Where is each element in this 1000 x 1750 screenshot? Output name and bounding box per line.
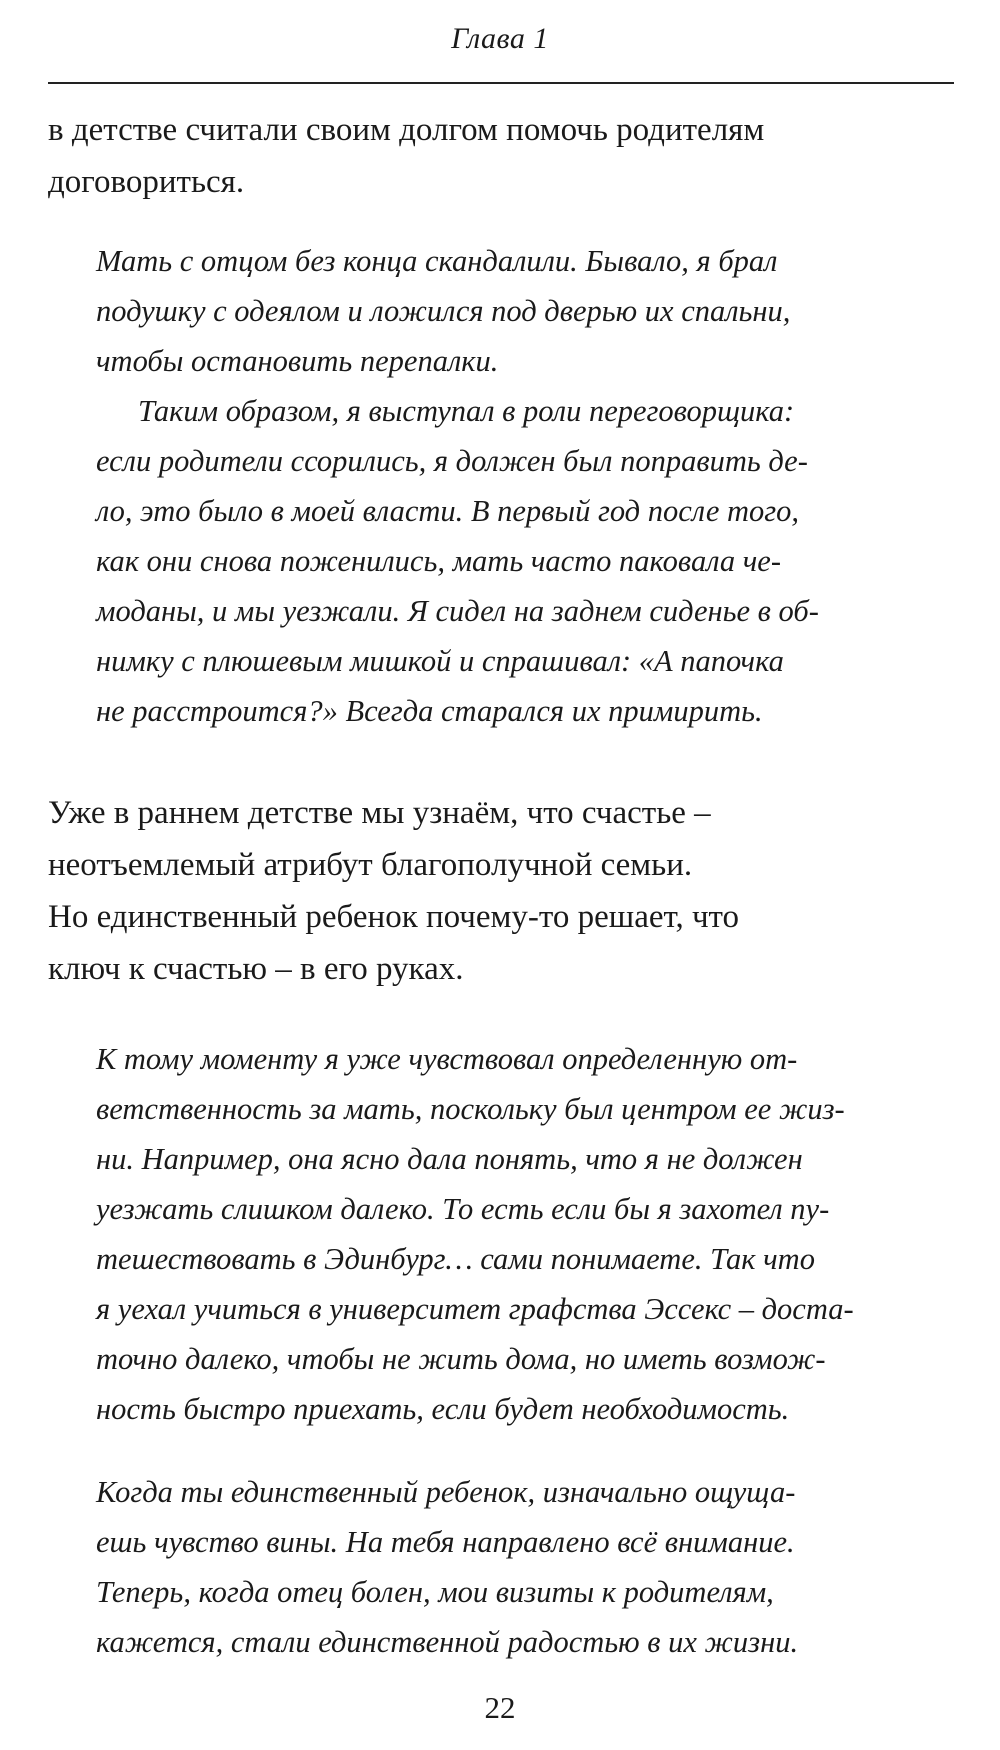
quote-line: ешь чувство вины. На тебя направлено всё внимание. xyxy=(96,1525,795,1559)
quote-line: я уехал учиться в университет графства Эссекс – доста- xyxy=(96,1292,854,1326)
quote-line: Мать с отцом без конца скандалили. Бывало, я брал xyxy=(96,244,778,278)
quote-line: чтобы остановить перепалки. xyxy=(96,344,499,378)
quote-line: Теперь, когда отец болен, мои визиты к родителям, xyxy=(96,1575,774,1609)
body-paragraph-2 xyxy=(48,787,954,995)
quote-block-2 xyxy=(96,1034,956,1434)
quote-block-1 xyxy=(96,236,956,736)
quote-line: ность быстро приехать, если будет необходимость. xyxy=(96,1392,790,1426)
page-number: 22 xyxy=(484,1690,516,1725)
quote-line: ни. Например, она ясно дала понять, что я не должен xyxy=(96,1142,803,1176)
text-line: Но единственный ребенок почему-то решает, что xyxy=(48,899,740,935)
quote-line: ло, это было в моей власти. В первый год после того, xyxy=(96,494,800,528)
quote-line: Когда ты единственный ребенок, изначально ощуща- xyxy=(96,1475,796,1509)
quote-line: точно далеко, чтобы не жить дома, но иметь возмож- xyxy=(96,1342,826,1376)
text-line: неотъемлемый атрибут благополучной семьи. xyxy=(48,847,693,883)
text-line: ключ к счастью – в его руках. xyxy=(48,951,464,987)
quote-line: К тому моменту я уже чувствовал определенную от- xyxy=(96,1042,798,1076)
quote-line: Таким образом, я выступал в роли переговорщика: xyxy=(138,394,795,428)
header-rule xyxy=(48,82,954,84)
quote-line: подушку с одеялом и ложился под дверью их спальни, xyxy=(96,294,791,328)
quote-line: моданы, и мы уезжали. Я сидел на заднем сиденье в об- xyxy=(96,594,819,628)
text-line: договориться. xyxy=(48,164,245,200)
quote-line: уезжать слишком далеко. То есть если бы я захотел пу- xyxy=(96,1192,830,1226)
quote-line: не расстроится?» Всегда старался их примирить. xyxy=(96,694,763,728)
quote-line: ветственность за мать, поскольку был центром ее жиз- xyxy=(96,1092,845,1126)
body-paragraph-1 xyxy=(48,104,954,208)
quote-line: если родители ссорились, я должен был поправить де- xyxy=(96,444,808,478)
running-header: Глава 1 xyxy=(451,22,549,55)
text-line: в детстве считали своим долгом помочь родителям xyxy=(48,112,765,148)
quote-line: нимку с плюшевым мишкой и спрашивал: «А папочка xyxy=(96,644,784,678)
quote-line: как они снова поженились, мать часто паковала че- xyxy=(96,544,781,578)
text-line: Уже в раннем детстве мы узнаём, что счастье – xyxy=(48,795,711,831)
quote-block-3 xyxy=(96,1467,956,1667)
quote-line: тешествовать в Эдинбург… сами понимаете. Так что xyxy=(96,1242,815,1276)
quote-line: кажется, стали единственной радостью в их жизни. xyxy=(96,1625,799,1659)
